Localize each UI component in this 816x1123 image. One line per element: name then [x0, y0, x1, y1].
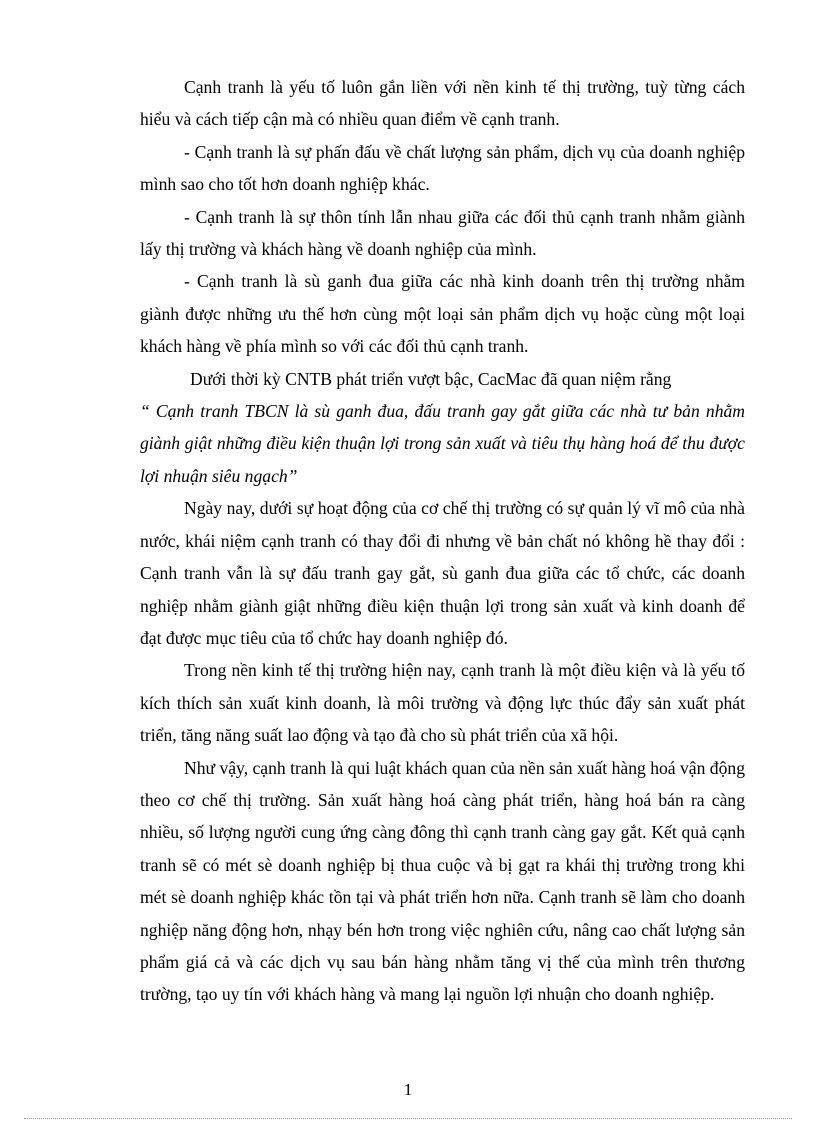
paragraph-modern-view: Ngày nay, dưới sự hoạt động của cơ chế thị trường có sự quản lý vĩ mô của nhà nước, khái niệm cạnh tranh có thay đổi đi nhưng về bản chất nó không hề thay đổi : Cạnh tranh vẫn là sự đấu tranh gay gắt, sù ganh đua giữa các tổ chức, các doanh nghiệp nhằm giành giật những điều kiện thuận lợi trong sản xuất và kinh doanh để đạt được mục tiêu của tổ chức hay doanh nghiệp đó. — [140, 498, 745, 648]
paragraph-market-economy: Trong nền kinh tế thị trường hiện nay, cạnh tranh là một điều kiện và là yếu tố kích thích sản xuất kinh doanh, là môi trường và động lực thúc đẩy sản xuất phát triển, tăng năng suất lao động và tạo đà cho sù phát triển của xã hội. — [140, 660, 745, 746]
paragraph-intro: Cạnh tranh là yếu tố luôn gắn liền với nền kinh tế thị trường, tuỳ từng cách hiểu và cách tiếp cận mà có nhiều quan điểm về cạnh tranh. — [140, 77, 745, 130]
page-number: 1 — [403, 1080, 413, 1099]
paragraph-definition-takeover: - Cạnh tranh là sự thôn tính lẫn nhau giữa các đối thủ cạnh tranh nhằm giành lấy thị trường và khách hàng về doanh nghiệp của mình. — [140, 206, 745, 260]
paragraph-conclusion: Như vậy, cạnh tranh là qui luật khách quan của nền sản xuất hàng hoá vận động theo cơ chế thị trường. Sản xuất hàng hoá càng phát triển, hàng hoá bán ra càng nhiều, số lượng người cung ứng càng đông thì cạnh tranh càng gay gắt. Kết quả cạnh tranh sẽ có mét sè doanh nghiệp bị thua cuộc và bị gạt ra khái thị trường trong khi mét sè doanh nghiệp khác tồn tại và phát triển hơn nữa. Cạnh tranh sẽ làm cho doanh nghiệp năng động hơn, nhạy bén hơn trong việc nghiên cứu, nâng cao chất lượng sản phẩm giá cả và các dịch vụ sau bán hàng nhằm tăng vị thế của mình trên thương trường, tạo uy tín với khách hàng và mang lại nguồn lợi nhuận cho doanh nghiệp. — [140, 757, 745, 1005]
paragraph-quote-intro: Dưới thời kỳ CNTB phát triển vượt bậc, CacMac đã quan niệm rằng — [190, 368, 672, 389]
paragraph-definition-quality: - Cạnh tranh là sự phấn đấu về chất lượng sản phẩm, dịch vụ của doanh nghiệp mình sao cho tốt hơn doanh nghiệp khác. — [140, 141, 745, 195]
document-body — [140, 71, 745, 1011]
footer-divider — [24, 1118, 792, 1119]
paragraph-quote: “ Cạnh tranh TBCN là sù ganh đua, đấu tranh gay gắt giữa các nhà tư bản nhằm giành giật những điều kiện thuận lợi trong sản xuất và tiêu thụ hàng hoá để thu được lợi nhuận siêu ngạch” — [140, 401, 745, 486]
paragraph-definition-rivalry: - Cạnh tranh là sù ganh đua giữa các nhà kinh doanh trên thị trường nhằm giành được những ưu thế hơn cùng một loại sản phẩm dịch vụ hoặc cùng một loại khách hàng về phía mình so với các đối thủ cạnh tranh. — [140, 271, 745, 357]
